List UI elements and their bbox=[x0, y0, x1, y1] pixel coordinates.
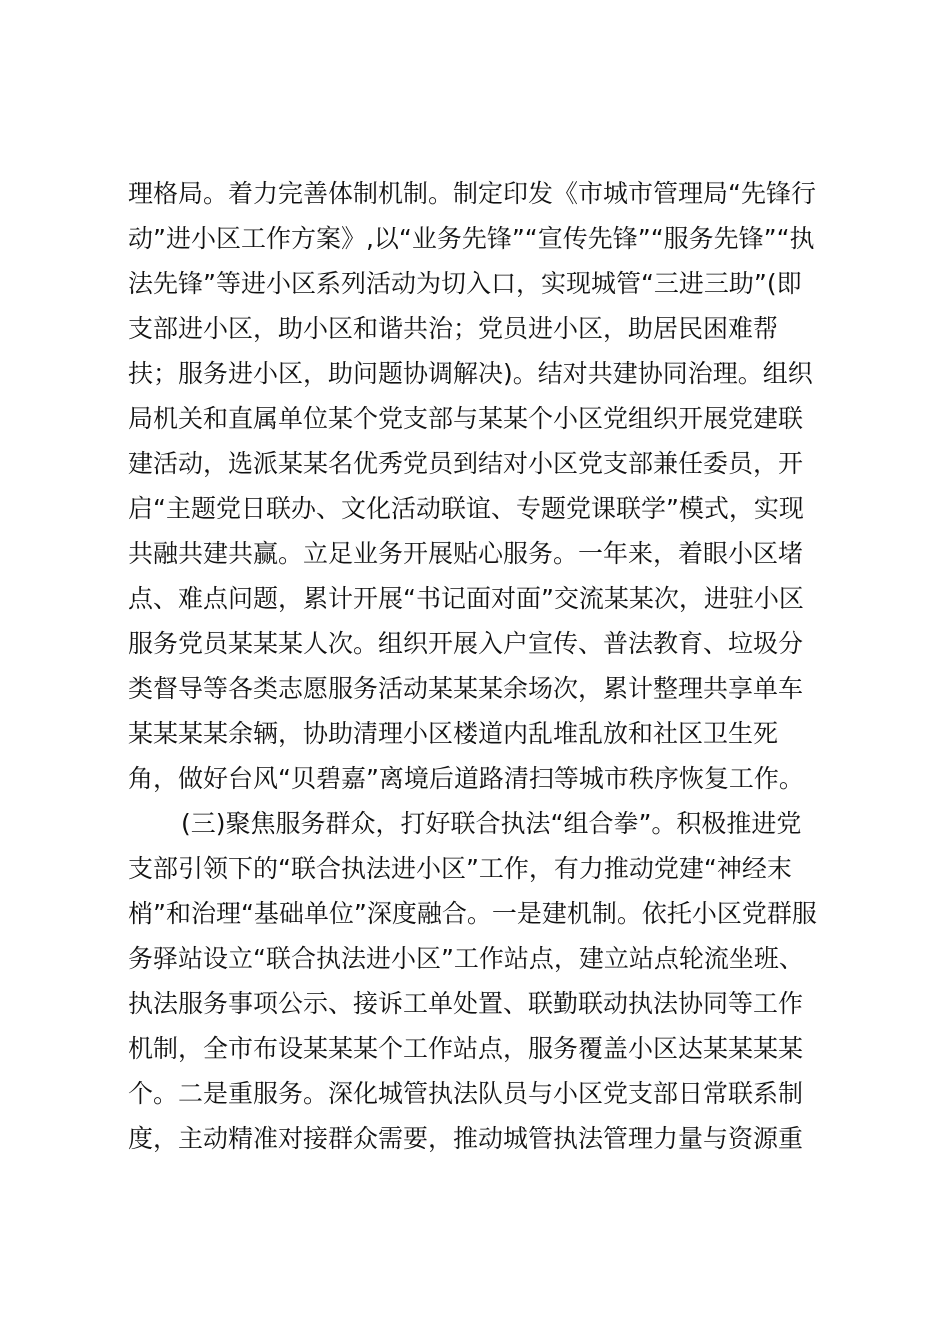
text-line: 局机关和直属单位某个党支部与某某个小区党组织开展党建联 bbox=[128, 404, 804, 433]
text-line: 梢”和治理“基础单位”深度融合。一是建机制。依托小区党群服 bbox=[128, 899, 817, 928]
text-line: 服务党员某某某人次。组织开展入户宣传、普法教育、垃圾分 bbox=[128, 629, 804, 658]
text-line: 点、难点问题，累计开展“书记面对面”交流某某次，进驻小区 bbox=[128, 584, 804, 613]
text-line: 法先锋”等进小区系列活动为切入口，实现城管“三进三助”(即 bbox=[128, 269, 802, 298]
text-line: 启“主题党日联办、文化活动联谊、专题党课联学”模式，实现 bbox=[128, 494, 804, 523]
text-line: 共融共建共赢。立足业务开展贴心服务。一年来，着眼小区堵 bbox=[128, 539, 804, 568]
text-line: 理格局。着力完善体制机制。制定印发《市城市管理局“先锋行 bbox=[128, 179, 816, 208]
text-line: 执法服务事项公示、接诉工单处置、联勤联动执法协同等工作 bbox=[128, 989, 804, 1018]
text-line: 某某某某余辆，协助清理小区楼道内乱堆乱放和社区卫生死 bbox=[128, 719, 779, 748]
text-line: 动”进小区工作方案》,以“业务先锋”“宣传先锋”“服务先锋”“执 bbox=[128, 224, 815, 253]
text-line: 扶；服务进小区，助问题协调解决)。结对共建协同治理。组织 bbox=[128, 359, 813, 388]
text-line: 度，主动精准对接群众需要，推动城管执法管理力量与资源重 bbox=[128, 1124, 804, 1153]
body-text bbox=[128, 171, 828, 1161]
text-line: 角，做好台风“贝碧嘉”离境后道路清扫等城市秩序恢复工作。 bbox=[128, 764, 804, 793]
section-heading-line: (三)聚焦服务群众，打好联合执法“组合拳”。积极推进党 bbox=[181, 809, 802, 838]
text-line: 支部进小区，助小区和谐共治；党员进小区，助居民困难帮 bbox=[128, 314, 779, 343]
text-line: 务驿站设立“联合执法进小区”工作站点，建立站点轮流坐班、 bbox=[128, 944, 804, 973]
text-line: 机制，全市布设某某某个工作站点，服务覆盖小区达某某某某 bbox=[128, 1034, 804, 1063]
text-line: 个。二是重服务。深化城管执法队员与小区党支部日常联系制 bbox=[128, 1079, 804, 1108]
text-line: 类督导等各类志愿服务活动某某某余场次，累计整理共享单车 bbox=[128, 674, 804, 703]
text-line: 支部引领下的“联合执法进小区”工作，有力推动党建“神经末 bbox=[128, 854, 792, 883]
text-line: 建活动，选派某某名优秀党员到结对小区党支部兼任委员，开 bbox=[128, 449, 804, 478]
